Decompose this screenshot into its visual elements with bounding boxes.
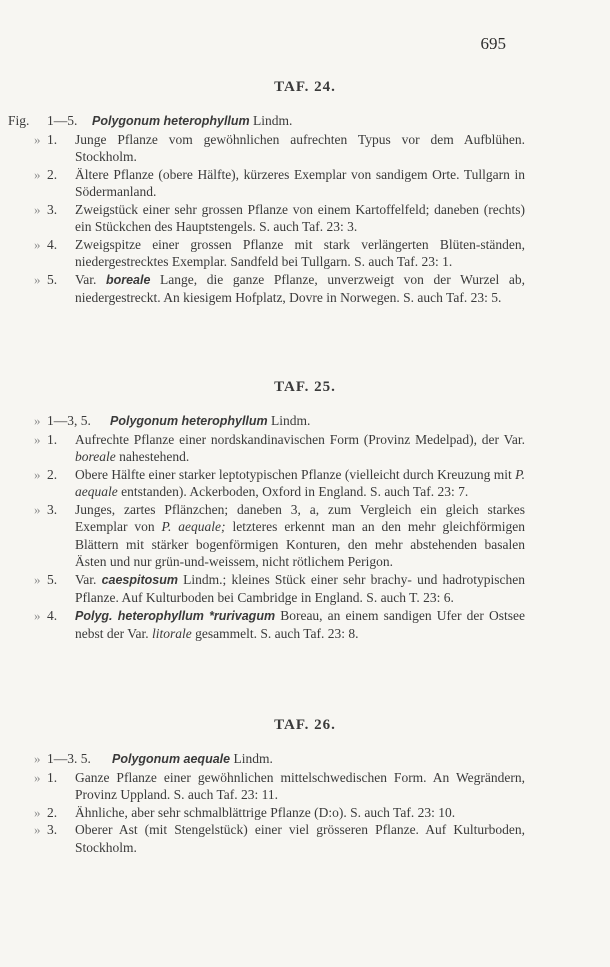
plate-title: TAF. 24. — [274, 79, 336, 95]
item-number: 3. — [47, 822, 58, 837]
entry-text: Ältere Pflanze (obere Hälfte), kürzeres Exemplar von sandigem Orte. Tullgarn in Södermanland. — [75, 166, 525, 199]
item-number: 1—3. 5. — [47, 751, 91, 766]
fig-label: Fig. — [8, 113, 30, 128]
item-number: 5. — [47, 271, 58, 287]
species-name: Polyg. heterophyllum *rurivagum — [75, 608, 276, 623]
entry-text: Junges, zartes Pflänzchen; daneben 3, a, zum Vergleich ein gleich starkes Exemplar von — [75, 501, 525, 534]
entry-text: nahestehend. — [115, 449, 190, 464]
var-prefix: Var. — [75, 271, 106, 287]
species-name: Polygonum aequale — [112, 752, 231, 766]
entry-text: Ganze Pflanze einer gewöhnlichen mittelschwedischen Form. An Wegrändern, Provinz Uppland. S. auch Taf. 23: 11. — [75, 769, 525, 802]
plate-26 — [0, 714, 610, 856]
entry-text: Junge Pflanze vom gewöhnlichen aufrechten Typus vor dem Aufblühen. Stockholm. — [75, 131, 525, 164]
taxon-name: boreale — [75, 449, 116, 464]
list-item — [0, 236, 610, 271]
entry-text: letzteres erkennt man an den mehr gleichförmigen Blättern mit stärker bogenförmigen Konturen, den mehr abstehenden basalen Ästen und nur grün-und-weissem, nicht rötlichem Perigon. — [75, 519, 525, 569]
item-number: 1. — [47, 131, 58, 147]
plate-title: TAF. 25. — [274, 379, 336, 395]
taxon-name: P. aequale; — [161, 519, 226, 534]
list-item — [0, 201, 610, 236]
ditto-mark: » — [34, 769, 41, 785]
plate-title: TAF. 26. — [274, 717, 336, 733]
entry-text: Ähnliche, aber sehr schmalblättrige Pflanze (D:o). S. auch Taf. 23: 10. — [75, 804, 456, 820]
list-item — [0, 607, 610, 643]
list-item — [0, 431, 610, 466]
ditto-mark: » — [34, 201, 41, 217]
item-number: 4. — [47, 236, 58, 252]
ditto-mark: » — [34, 466, 41, 482]
entry-text: Aufrechte Pflanze einer nordskandinavischen Form (Provinz Medelpad), der Var. — [75, 431, 525, 447]
ditto-mark: » — [34, 804, 41, 820]
list-item — [0, 769, 610, 804]
page-number: 695 — [480, 34, 506, 53]
entry-text: Oberer Ast (mit Stengelstück) einer viel grösseren Pflanze. Auf Kulturboden, Stockholm. — [75, 822, 525, 855]
ditto-mark: » — [34, 413, 41, 428]
entry-text: gesammelt. S. auch Taf. 23: 8. — [191, 626, 359, 641]
ditto-mark: » — [34, 751, 41, 766]
item-number: 1—3, 5. — [47, 413, 91, 428]
list-item — [0, 412, 610, 431]
var-prefix: Var. — [75, 571, 102, 587]
plate-25 — [0, 376, 610, 643]
item-number: 1. — [47, 431, 58, 447]
ditto-mark: » — [34, 131, 41, 147]
entry-text: Obere Hälfte einer starker leptotypischen Pflanze (vielleicht durch Kreuzung mit — [75, 466, 516, 482]
list-item — [0, 466, 610, 501]
item-number: 1. — [47, 769, 58, 785]
item-number: 4. — [47, 607, 58, 623]
entry-text: entstanden). Ackerboden, Oxford in England. S. auch Taf. 23: 7. — [117, 484, 469, 499]
list-item — [0, 750, 610, 769]
author: Lindm. — [230, 751, 273, 766]
entry-text: Zweigspitze einer grossen Pflanze mit stark verlängerten Blüten-ständen, niedergestrecktes Exemplar. Sandfeld bei Tullgarn. S. auch Taf. 23: 1. — [75, 236, 525, 269]
list-item — [0, 804, 610, 822]
item-number: 3. — [47, 501, 58, 517]
item-number: 1—5. — [47, 113, 78, 128]
author: Lindm. — [249, 113, 293, 128]
variety-name: caespitosum — [101, 572, 178, 587]
plate-24 — [0, 76, 610, 307]
item-number: 3. — [47, 201, 58, 217]
item-number: 2. — [47, 166, 58, 182]
list-item — [0, 501, 610, 571]
list-item — [0, 821, 610, 856]
entry-text: Zweigstück einer sehr grossen Pflanze von einem Kartoffelfeld; daneben (rechts) ein Stückchen des Hauptstengels. S. auch Taf. 23: 3. — [75, 201, 525, 234]
list-item — [0, 112, 610, 131]
item-number: 2. — [47, 804, 58, 820]
species-name: Polygonum heterophyllum — [92, 114, 250, 128]
ditto-mark: » — [34, 607, 41, 623]
taxon-name: litorale — [152, 626, 192, 641]
ditto-mark: » — [34, 236, 41, 252]
ditto-mark: » — [34, 571, 41, 587]
variety-name: boreale — [105, 272, 151, 287]
ditto-mark: » — [34, 822, 41, 837]
item-number: 5. — [47, 571, 58, 587]
ditto-mark: » — [34, 431, 41, 447]
ditto-mark: » — [34, 501, 41, 517]
author: Lindm. — [267, 413, 311, 428]
ditto-mark: » — [34, 166, 41, 182]
entry-text: Boreau, an einem sandigen Ufer der Ostsee nebst der Var. — [75, 607, 525, 641]
item-number: 2. — [47, 466, 58, 482]
species-name: Polygonum heterophyllum — [110, 414, 268, 428]
entry-text: Lindm.; kleines Stück einer sehr brachy- und hadrotypischen Pflanze. Auf Kulturboden bei Cambridge in England. S. auch T. 23: 6. — [75, 571, 525, 605]
ditto-mark: » — [34, 271, 41, 287]
list-item — [0, 166, 610, 201]
list-item — [0, 271, 610, 307]
entry-text: Lange, die ganze Pflanze, unverzweigt von der Wurzel ab, niedergestreckt. An kiesigem Hofplatz, Dovre in Norwegen. S. auch Taf. 23: 5. — [75, 271, 525, 305]
list-item — [0, 131, 610, 166]
taxon-name: P. aequale — [75, 466, 525, 499]
list-item — [0, 571, 610, 607]
